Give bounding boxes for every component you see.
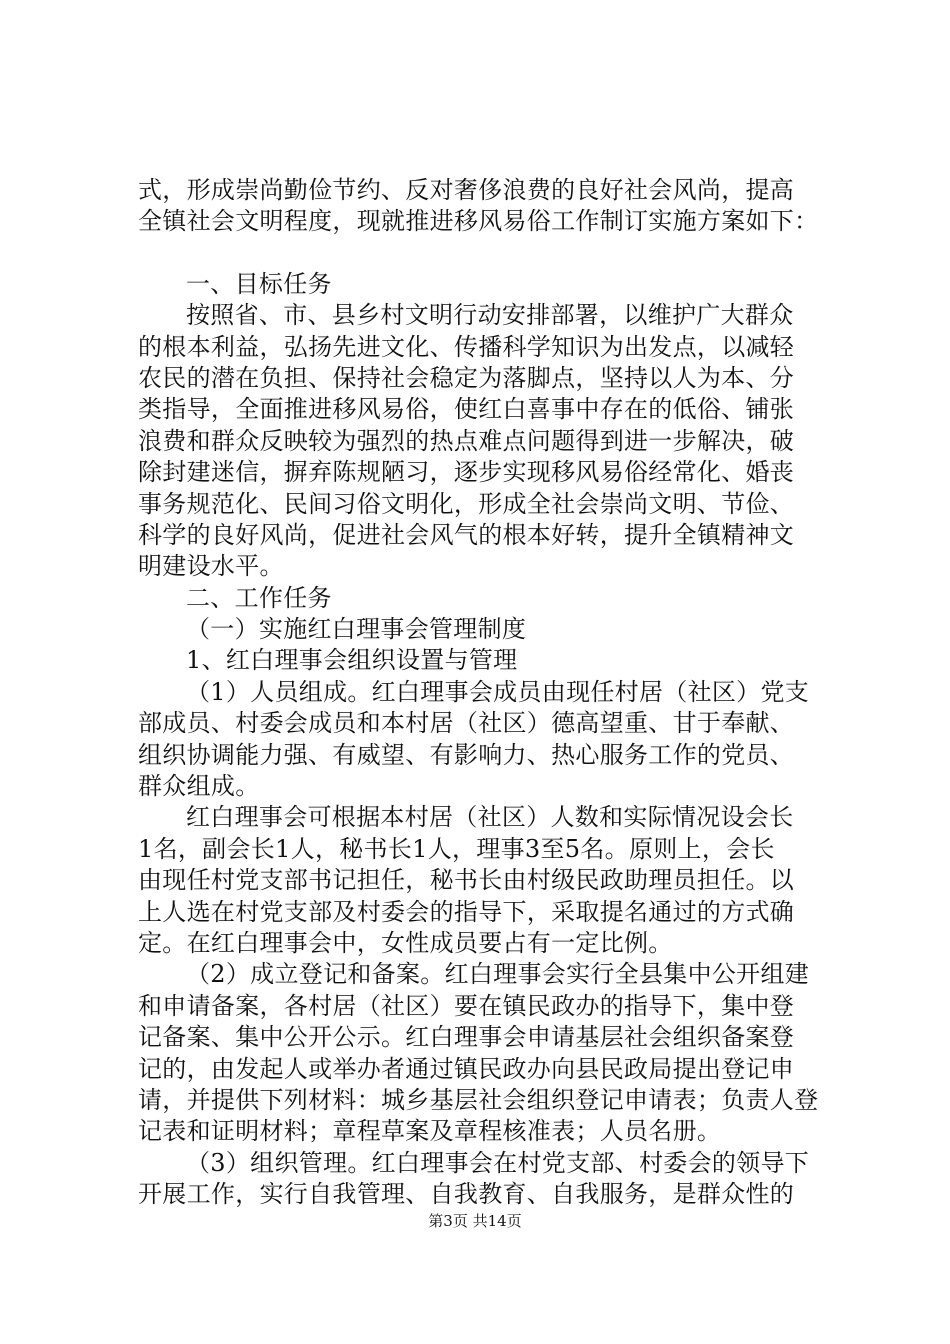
text-line: 式，形成崇尚勤俭节约、反对奢侈浪费的良好社会风尚，提高 [138,176,795,204]
paragraph-first-line: 红白理事会可根据本村居（社区）人数和实际情况设会长 [186,803,794,832]
text-line: 记备案、集中公开公示。红白理事会申请基层社会组织备案登 [138,1023,795,1052]
text-line: 记的，由发起人或举办者通过镇民政办向县民政局提出登记申 [138,1054,795,1083]
paragraph-first-line: （3）组织管理。红白理事会在村党支部、村委会的领导下 [186,1148,810,1177]
text-line: 农民的潜在负担、保持社会稳定为落脚点，坚持以人为本、分 [138,363,795,392]
item-heading: 1、红白理事会组织设置与管理 [186,646,518,675]
text-line: 组织协调能力强、有威望、有影响力、热心服务工作的党员、 [138,740,795,769]
text-line: 由现任村党支部书记担任，秘书长由村级民政助理员担任。以 [138,866,795,895]
paragraph-first-line: （1）人员组成。红白理事会成员由现任村居（社区）党支 [186,677,810,706]
text-line: 开展工作，实行自我管理、自我教育、自我服务，是群众性的 [138,1180,795,1209]
document-body [138,175,828,1211]
text-line: 全镇社会文明程度，现就推进移风易俗工作制订实施方案如下： [138,207,819,236]
text-line: 请，并提供下列材料：城乡基层社会组织登记申请表；负责人登 [138,1085,819,1114]
text-line: 定。在红白理事会中，女性成员要占有一定比例。 [138,928,673,957]
text-line: 的根本利益，弘扬先进文化、传播科学知识为出发点，以减轻 [138,332,795,361]
subsection-heading: （一）实施红白理事会管理制度 [186,615,527,644]
page-number-footer: 第3页 共14页 [428,1212,522,1230]
text-line: 部成员、村委会成员和本村居（社区）德高望重、甘于奉献、 [138,709,795,738]
section-heading: 一、目标任务 [186,269,332,298]
section-heading: 二、工作任务 [186,583,332,612]
text-line: 上人选在村党支部及村委会的指导下，采取提名通过的方式确 [138,897,795,926]
text-line: 1名，副会长1人，秘书长1人，理事3至5名。原则上，会长 [138,834,775,863]
text-line: 事务规范化、民间习俗文明化，形成全社会崇尚文明、节俭、 [138,489,795,518]
paragraph-first-line: （2）成立登记和备案。红白理事会实行全县集中公开组建 [186,960,810,989]
paragraph-first-line: 按照省、市、县乡村文明行动安排部署，以维护广大群众 [186,301,794,330]
text-line: 浪费和群众反映较为强烈的热点难点问题得到进一步解决，破 [138,426,795,455]
text-line: 群众组成。 [138,772,260,801]
text-line: 类指导，全面推进移风易俗，使红白喜事中存在的低俗、铺张 [138,395,795,424]
text-line: 明建设水平。 [138,552,284,581]
text-line: 记表和证明材料；章程草案及章程核准表；人员名册。 [138,1117,722,1146]
text-line: 科学的良好风尚，促进社会风气的根本好转，提升全镇精神文 [138,520,795,549]
text-line: 和申请备案，各村居（社区）要在镇民政办的指导下，集中登 [138,991,795,1020]
text-line: 除封建迷信，摒弃陈规陋习，逐步实现移风易俗经常化、婚丧 [138,458,795,487]
blank-line [138,238,828,269]
